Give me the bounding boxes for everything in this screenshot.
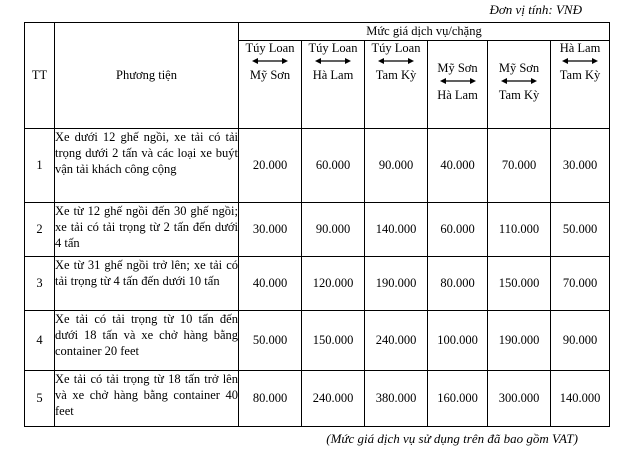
vat-footnote: (Mức giá dịch vụ sử dụng trên đã bao gồm VAT) xyxy=(326,431,578,446)
header-tt: TT xyxy=(25,23,55,129)
header-row-top xyxy=(25,23,610,41)
unit-label: Đơn vị tính: VNĐ xyxy=(489,2,582,17)
row-number: 1 xyxy=(25,129,55,203)
double-arrow-icon xyxy=(365,56,427,68)
header-price-group: Mức giá dịch vụ/chặng xyxy=(239,23,610,41)
vehicle-description: Xe tải có tải trọng từ 10 tấn đến dưới 18 tấn và xe chở hàng bằng container 20 feet xyxy=(55,311,239,371)
route-from: Mỹ Sơn xyxy=(498,61,540,75)
route-to: Mỹ Sơn xyxy=(249,68,291,82)
route-to: Tam Kỳ xyxy=(559,68,601,82)
price-cell: 150.000 xyxy=(302,311,365,371)
table-row xyxy=(25,257,610,311)
row-number: 2 xyxy=(25,203,55,257)
vehicle-description: Xe từ 12 ghế ngồi đến 30 ghế ngồi; xe tải có tải trọng từ 2 tấn đến dưới 4 tấn xyxy=(55,203,239,257)
price-cell: 140.000 xyxy=(551,371,610,427)
toll-price-table xyxy=(24,22,610,427)
table-row xyxy=(25,311,610,371)
price-cell: 150.000 xyxy=(488,257,551,311)
price-cell: 80.000 xyxy=(428,257,488,311)
price-cell: 140.000 xyxy=(365,203,428,257)
row-number: 4 xyxy=(25,311,55,371)
route-to: Hà Lam xyxy=(312,68,354,82)
route-header-6 xyxy=(551,41,610,129)
price-cell: 80.000 xyxy=(239,371,302,427)
vehicle-description: Xe từ 31 ghế ngồi trở lên; xe tải có tải trọng từ 4 tấn đến dưới 10 tấn xyxy=(55,257,239,311)
price-cell: 40.000 xyxy=(428,129,488,203)
route-to: Tam Kỳ xyxy=(375,68,417,82)
double-arrow-icon xyxy=(302,56,364,68)
price-cell: 100.000 xyxy=(428,311,488,371)
row-number: 5 xyxy=(25,371,55,427)
row-number: 3 xyxy=(25,257,55,311)
price-cell: 240.000 xyxy=(365,311,428,371)
route-to: Hà Lam xyxy=(437,88,478,102)
route-from: Hà Lam xyxy=(559,41,601,55)
price-cell: 60.000 xyxy=(302,129,365,203)
price-cell: 50.000 xyxy=(551,203,610,257)
price-cell: 90.000 xyxy=(365,129,428,203)
price-cell: 380.000 xyxy=(365,371,428,427)
route-from: Túy Loan xyxy=(371,41,421,55)
price-cell: 190.000 xyxy=(488,311,551,371)
price-cell: 120.000 xyxy=(302,257,365,311)
price-cell: 110.000 xyxy=(488,203,551,257)
double-arrow-icon xyxy=(488,76,550,88)
price-cell: 50.000 xyxy=(239,311,302,371)
price-cell: 90.000 xyxy=(551,311,610,371)
vehicle-description: Xe tải có tải trọng từ 18 tấn trở lên và xe chở hàng bằng container 40 feet xyxy=(55,371,239,427)
price-cell: 30.000 xyxy=(239,203,302,257)
vehicle-description: Xe dưới 12 ghế ngồi, xe tải có tải trọng dưới 2 tấn và các loại xe buýt vận tải khách công cộng xyxy=(55,129,239,203)
route-from: Túy Loan xyxy=(245,41,295,55)
double-arrow-icon xyxy=(551,56,609,68)
price-cell: 60.000 xyxy=(428,203,488,257)
header-vehicle: Phương tiện xyxy=(55,23,239,129)
price-cell: 70.000 xyxy=(551,257,610,311)
double-arrow-icon xyxy=(428,76,487,88)
price-cell: 30.000 xyxy=(551,129,610,203)
price-cell: 160.000 xyxy=(428,371,488,427)
route-from: Mỹ Sơn xyxy=(437,61,478,75)
route-header-5 xyxy=(488,41,551,129)
route-to: Tam Kỳ xyxy=(498,88,540,102)
route-from: Túy Loan xyxy=(308,41,358,55)
route-header-4 xyxy=(428,41,488,129)
route-header-2 xyxy=(302,41,365,129)
price-cell: 90.000 xyxy=(302,203,365,257)
price-cell: 70.000 xyxy=(488,129,551,203)
price-cell: 40.000 xyxy=(239,257,302,311)
price-cell: 300.000 xyxy=(488,371,551,427)
route-header-3 xyxy=(365,41,428,129)
route-header-1 xyxy=(239,41,302,129)
table-row xyxy=(25,129,610,203)
price-cell: 240.000 xyxy=(302,371,365,427)
price-cell: 190.000 xyxy=(365,257,428,311)
double-arrow-icon xyxy=(239,56,301,68)
table-row xyxy=(25,203,610,257)
price-cell: 20.000 xyxy=(239,129,302,203)
table-row xyxy=(25,371,610,427)
